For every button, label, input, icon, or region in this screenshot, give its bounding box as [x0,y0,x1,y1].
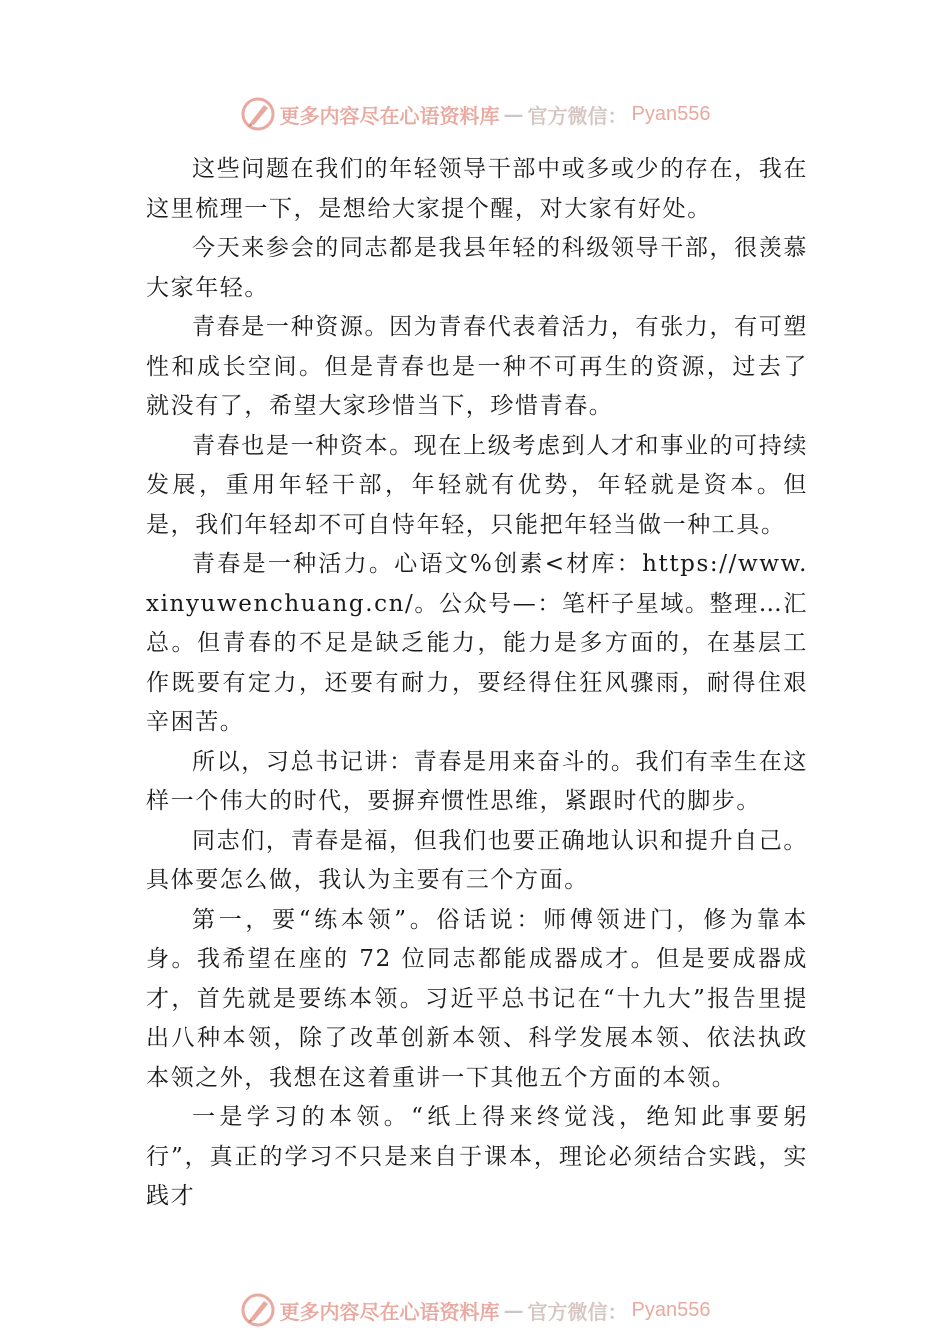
paragraph: 这些问题在我们的年轻领导干部中或多或少的存在，我在这里梳理一下，是想给大家提个醒，对大家有好处。 [146,156,808,222]
footer-banner [0,1290,950,1330]
header-wechat-id: Pyan556 [631,102,711,125]
header-banner-inner [240,96,711,132]
paragraph: 今天来参会的同志都是我县年轻的科级领导干部，很羡慕大家年轻。 [146,235,808,301]
paragraph: 一是学习的本领。“纸上得来终觉浅，绝知此事要躬行”，真正的学习不只是来自于课本，理论必须结合实践，实践才 [146,1104,808,1209]
footer-dash: — [503,1298,524,1322]
paragraph: 青春也是一种资本。现在上级考虑到人才和事业的可持续发展，重用年轻干部，年轻就有优势，年轻就是资本。但是，我们年轻却不可自恃年轻，只能把年轻当做一种工具。 [146,432,808,538]
paragraph: 第一，要“练本领”。俗话说：师傅领进门，修为靠本身。我希望在座的 72 位同志都能成器成才。但是要成器成才，首先就是要练本领。习近平总书记在“十九大”报告里提出八种本领，除了改革创新本领、科学发展本领、依法执政本领之外，我想在这着重讲一下其他五个方面的本领。 [146,906,808,1091]
footer-slogan: 更多内容尽在心语资料库 [279,1299,500,1324]
header-slogan: 更多内容尽在心语资料库 [279,103,500,128]
document-body [146,150,808,1217]
header-official-label: 官方微信： [527,103,628,128]
pen-circle-logo-icon [240,96,276,132]
header-banner [0,94,950,134]
paragraph: 同志们，青春是福，但我们也要正确地认识和提升自己。具体要怎么做，我认为主要有三个方面。 [146,827,808,893]
paragraph: 所以，习总书记讲：青春是用来奋斗的。我们有幸生在这样一个伟大的时代，要摒弃惯性思维，紧跟时代的脚步。 [146,748,808,814]
footer-banner-inner [240,1292,711,1328]
header-dash: — [503,102,524,126]
footer-official-label: 官方微信： [527,1299,628,1324]
footer-wechat-id: Pyan556 [631,1298,711,1321]
paragraph: 青春是一种资源。因为青春代表着活力，有张力，有可塑性和成长空间。但是青春也是一种不可再生的资源，过去了就没有了，希望大家珍惜当下，珍惜青春。 [146,314,808,419]
pen-circle-logo-icon [240,1292,276,1328]
paragraph: 青春是一种活力。心语文%创素<材库：https://www.xinyuwenchuang.cn/。公众号—：笔杆子星域。整理…汇总。但青春的不足是缺乏能力，能力是多方面的，在基层工作既要有定力，还要有耐力，要经得住狂风骤雨，耐得住艰辛困苦。 [146,551,808,735]
